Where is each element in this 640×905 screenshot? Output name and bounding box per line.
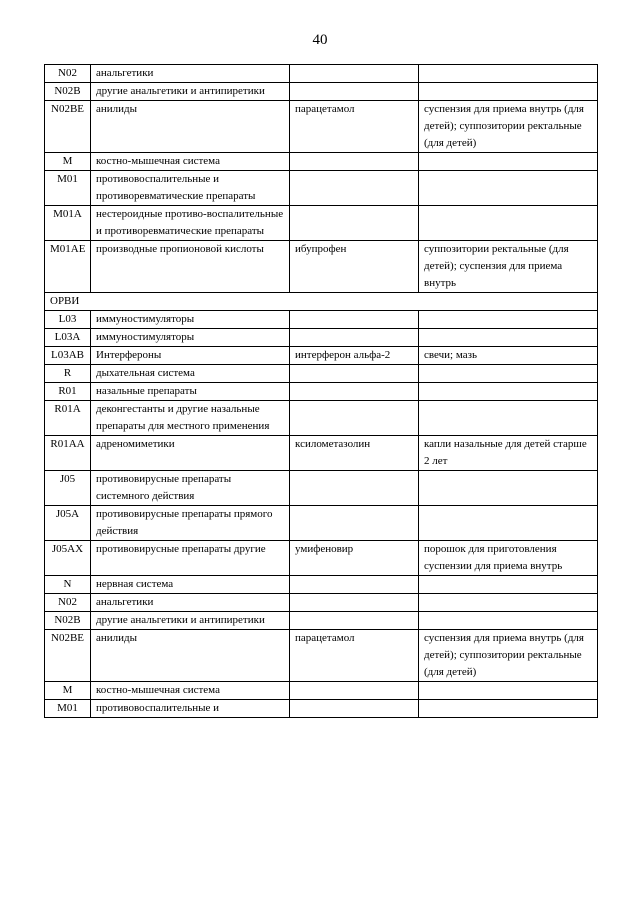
- atc-code-cell: R01AA: [45, 436, 91, 471]
- dosage-form-cell: [419, 612, 598, 630]
- table-row: [45, 365, 598, 383]
- dosage-form-cell: [419, 311, 598, 329]
- inn-cell: парацетамол: [290, 101, 419, 153]
- inn-cell: парацетамол: [290, 630, 419, 682]
- inn-cell: [290, 612, 419, 630]
- atc-name-cell: Интерфероны: [91, 347, 290, 365]
- table-row: [45, 401, 598, 436]
- dosage-form-cell: суспензия для приема внутрь (для детей); суппозитории ректальные (для детей): [419, 630, 598, 682]
- atc-name-cell: иммуностимуляторы: [91, 329, 290, 347]
- table-row: [45, 347, 598, 365]
- table-row: [45, 682, 598, 700]
- section-row: [45, 293, 598, 311]
- dosage-form-cell: [419, 206, 598, 241]
- dosage-form-cell: [419, 365, 598, 383]
- inn-cell: интерферон альфа-2: [290, 347, 419, 365]
- dosage-form-cell: [419, 471, 598, 506]
- atc-code-cell: M01AE: [45, 241, 91, 293]
- atc-code-cell: N02BE: [45, 101, 91, 153]
- table-row: [45, 83, 598, 101]
- atc-name-cell: иммуностимуляторы: [91, 311, 290, 329]
- dosage-form-cell: [419, 329, 598, 347]
- drug-table: [44, 64, 598, 718]
- dosage-form-cell: [419, 401, 598, 436]
- table-body: [45, 65, 598, 718]
- atc-code-cell: L03A: [45, 329, 91, 347]
- dosage-form-cell: [419, 171, 598, 206]
- inn-cell: ибупрофен: [290, 241, 419, 293]
- atc-name-cell: противовоспалительные и: [91, 700, 290, 718]
- atc-name-cell: противовирусные препараты другие: [91, 541, 290, 576]
- dosage-form-cell: [419, 65, 598, 83]
- atc-name-cell: противовирусные препараты системного действия: [91, 471, 290, 506]
- table-row: [45, 329, 598, 347]
- atc-code-cell: R: [45, 365, 91, 383]
- dosage-form-cell: [419, 682, 598, 700]
- table-row: [45, 101, 598, 153]
- table-row: [45, 436, 598, 471]
- inn-cell: [290, 365, 419, 383]
- atc-code-cell: N02: [45, 65, 91, 83]
- atc-name-cell: нестероидные противо-воспалительные и противоревматические препараты: [91, 206, 290, 241]
- dosage-form-cell: [419, 594, 598, 612]
- inn-cell: [290, 311, 419, 329]
- atc-code-cell: L03: [45, 311, 91, 329]
- inn-cell: [290, 206, 419, 241]
- dosage-form-cell: [419, 700, 598, 718]
- atc-name-cell: противовоспалительные и противоревматические препараты: [91, 171, 290, 206]
- atc-name-cell: костно-мышечная система: [91, 153, 290, 171]
- inn-cell: [290, 83, 419, 101]
- dosage-form-cell: [419, 383, 598, 401]
- inn-cell: [290, 594, 419, 612]
- inn-cell: [290, 471, 419, 506]
- atc-name-cell: адреномиметики: [91, 436, 290, 471]
- dosage-form-cell: [419, 153, 598, 171]
- atc-code-cell: N: [45, 576, 91, 594]
- table-row: [45, 612, 598, 630]
- atc-code-cell: N02B: [45, 612, 91, 630]
- inn-cell: ксилометазолин: [290, 436, 419, 471]
- atc-code-cell: M01: [45, 171, 91, 206]
- atc-code-cell: J05AX: [45, 541, 91, 576]
- table-row: [45, 171, 598, 206]
- dosage-form-cell: суппозитории ректальные (для детей); суспензия для приема внутрь: [419, 241, 598, 293]
- atc-name-cell: дыхательная система: [91, 365, 290, 383]
- atc-name-cell: противовирусные препараты прямого действия: [91, 506, 290, 541]
- atc-code-cell: R01A: [45, 401, 91, 436]
- atc-name-cell: назальные препараты: [91, 383, 290, 401]
- atc-name-cell: производные пропионовой кислоты: [91, 241, 290, 293]
- table-row: [45, 700, 598, 718]
- atc-code-cell: R01: [45, 383, 91, 401]
- table-row: [45, 311, 598, 329]
- table-row: [45, 241, 598, 293]
- inn-cell: [290, 700, 419, 718]
- inn-cell: [290, 65, 419, 83]
- atc-code-cell: M01: [45, 700, 91, 718]
- atc-name-cell: деконгестанты и другие назальные препараты для местного применения: [91, 401, 290, 436]
- atc-code-cell: M: [45, 682, 91, 700]
- table-row: [45, 594, 598, 612]
- dosage-form-cell: [419, 83, 598, 101]
- atc-name-cell: анальгетики: [91, 594, 290, 612]
- table-row: [45, 65, 598, 83]
- inn-cell: [290, 401, 419, 436]
- atc-code-cell: J05A: [45, 506, 91, 541]
- atc-name-cell: костно-мышечная система: [91, 682, 290, 700]
- table-row: [45, 206, 598, 241]
- inn-cell: [290, 383, 419, 401]
- section-title: ОРВИ: [45, 293, 598, 311]
- dosage-form-cell: [419, 576, 598, 594]
- atc-code-cell: L03AB: [45, 347, 91, 365]
- inn-cell: [290, 682, 419, 700]
- inn-cell: [290, 329, 419, 347]
- atc-code-cell: J05: [45, 471, 91, 506]
- atc-name-cell: другие анальгетики и антипиретики: [91, 83, 290, 101]
- dosage-form-cell: суспензия для приема внутрь (для детей); суппозитории ректальные (для детей): [419, 101, 598, 153]
- table-row: [45, 471, 598, 506]
- table-row: [45, 576, 598, 594]
- table-row: [45, 541, 598, 576]
- dosage-form-cell: капли назальные для детей старше 2 лет: [419, 436, 598, 471]
- atc-code-cell: N02: [45, 594, 91, 612]
- table-row: [45, 630, 598, 682]
- atc-name-cell: анилиды: [91, 101, 290, 153]
- table-row: [45, 153, 598, 171]
- dosage-form-cell: порошок для приготовления суспензии для приема внутрь: [419, 541, 598, 576]
- atc-name-cell: анилиды: [91, 630, 290, 682]
- atc-code-cell: N02B: [45, 83, 91, 101]
- atc-code-cell: N02BE: [45, 630, 91, 682]
- dosage-form-cell: свечи; мазь: [419, 347, 598, 365]
- atc-name-cell: анальгетики: [91, 65, 290, 83]
- inn-cell: [290, 171, 419, 206]
- table-row: [45, 506, 598, 541]
- atc-code-cell: M01A: [45, 206, 91, 241]
- inn-cell: [290, 153, 419, 171]
- atc-name-cell: нервная система: [91, 576, 290, 594]
- atc-code-cell: M: [45, 153, 91, 171]
- inn-cell: умифеновир: [290, 541, 419, 576]
- page-number: 40: [312, 32, 328, 48]
- dosage-form-cell: [419, 506, 598, 541]
- inn-cell: [290, 576, 419, 594]
- atc-name-cell: другие анальгетики и антипиретики: [91, 612, 290, 630]
- inn-cell: [290, 506, 419, 541]
- table-row: [45, 383, 598, 401]
